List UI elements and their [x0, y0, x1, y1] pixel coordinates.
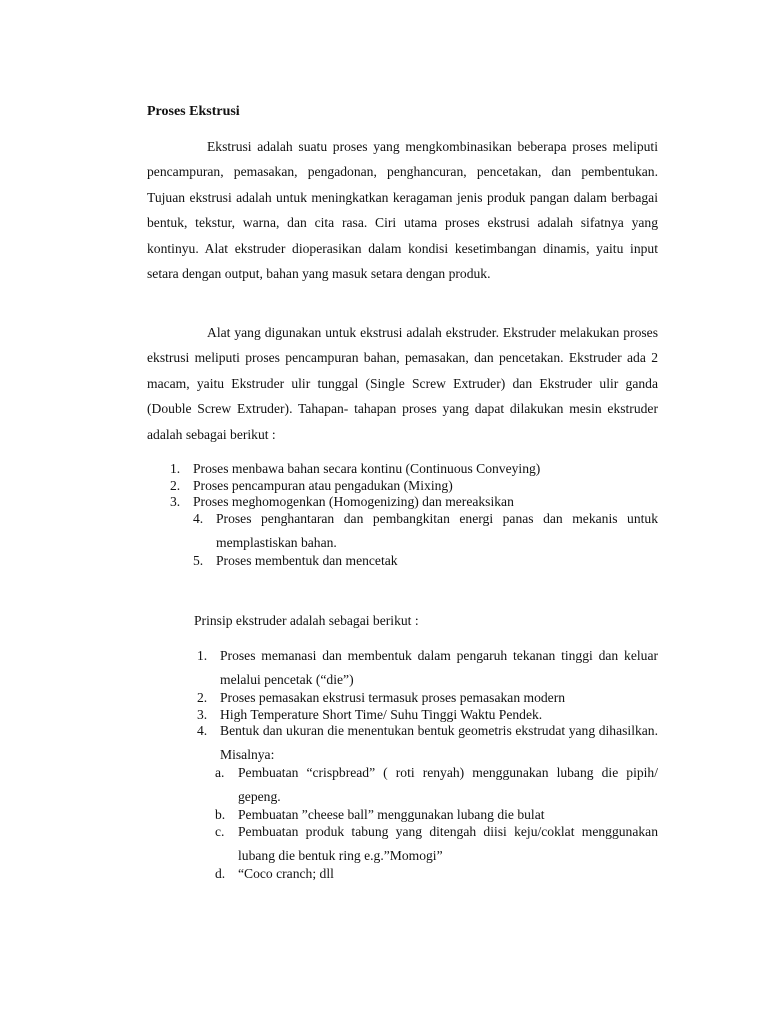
- list-item-stage-5: [193, 552, 658, 569]
- paragraph-text: Ekstrusi adalah suatu proses yang mengkombinasikan beberapa proses meliputi pencampuran, pemasakan, pengadonan, penghancuran, pencetakan, dan pembentukan. Tujuan ekstrusi adalah untuk meningkatkan keragaman jenis produk pangan dalam berbagai bentuk, tekstur, warna, dan cita rasa. Ciri utama proses ekstrusi adalah sifatnya yang kontinyu. Alat ekstruder dioperasikan dalam kondisi kesetimbangan dinamis, yaitu input setara dengan output, bahan yang masuk setara dengan produk.: [147, 139, 658, 282]
- list-text: Proses menbawa bahan secara kontinu (Continuous Conveying): [193, 461, 541, 476]
- list-number: 2.: [170, 478, 181, 493]
- list-number: 1.: [197, 648, 208, 663]
- list-number: 4.: [197, 723, 208, 738]
- list-item-principle-4: [197, 719, 658, 767]
- list-text: Pembuatan produk tabung yang ditengah diisi keju/coklat menggunakan lubang die bentuk ring e.g.”Momogi”: [238, 824, 658, 863]
- list-text: Proses penghantaran dan pembangkitan energi panas dan mekanis untuk memplastiskan bahan.: [216, 511, 658, 550]
- principle-intro: Prinsip ekstruder adalah sebagai berikut :: [194, 613, 419, 628]
- list-item-example-d: [215, 865, 658, 882]
- list-number: 4.: [193, 511, 204, 526]
- list-item-stage-4: [193, 507, 658, 555]
- list-text: High Temperature Short Time/ Suhu Tinggi Waktu Pendek.: [220, 707, 543, 722]
- list-number: 3.: [170, 494, 181, 509]
- list-number: 5.: [193, 553, 204, 568]
- list-item-stage-1: [170, 460, 620, 477]
- list-number: 1.: [170, 461, 181, 476]
- section-title: Proses Ekstrusi: [147, 104, 240, 119]
- list-item-principle-1: [197, 644, 658, 692]
- list-item-stage-2: [170, 477, 620, 494]
- list-letter: b.: [215, 807, 226, 822]
- list-item-example-a: [215, 761, 658, 809]
- list-text: Proses pemasakan ekstrusi termasuk proses pemasakan modern: [220, 690, 566, 705]
- list-text: Pembuatan “crispbread” ( roti renyah) menggunakan lubang die pipih/ gepeng.: [238, 765, 658, 804]
- list-item-principle-2: [197, 689, 658, 706]
- list-text: Proses pencampuran atau pengadukan (Mixing): [193, 478, 453, 493]
- list-letter: c.: [215, 824, 225, 839]
- paragraph-text: Alat yang digunakan untuk ekstrusi adalah ekstruder. Ekstruder melakukan proses ekstrusi meliputi proses pencampuran bahan, pemasakan, dan pencetakan. Ekstruder ada 2 macam, yaitu Ekstruder ulir tunggal (Single Screw Extruder) dan Ekstruder ulir ganda (Double Screw Extruder). Tahapan- tahapan proses yang dapat dilakukan mesin ekstruder adalah sebagai berikut :: [147, 325, 658, 442]
- paragraph-extrusion-definition: [147, 134, 658, 286]
- list-text: “Coco cranch; dll: [238, 866, 334, 881]
- list-text: Proses membentuk dan mencetak: [216, 553, 398, 568]
- list-text: Bentuk dan ukuran die menentukan bentuk geometris ekstrudat yang dihasilkan. Misalnya:: [220, 723, 658, 762]
- list-text: Proses memanasi dan membentuk dalam pengaruh tekanan tinggi dan keluar melalui pencetak (“die”): [220, 648, 658, 687]
- list-number: 3.: [197, 707, 208, 722]
- list-letter: d.: [215, 866, 226, 881]
- list-number: 2.: [197, 690, 208, 705]
- list-item-example-c: [215, 820, 658, 868]
- list-text: Pembuatan ”cheese ball” menggunakan lubang die bulat: [238, 807, 545, 822]
- list-text: Proses meghomogenkan (Homogenizing) dan mereaksikan: [193, 494, 514, 509]
- list-letter: a.: [215, 765, 225, 780]
- paragraph-extruder-description: [147, 320, 658, 447]
